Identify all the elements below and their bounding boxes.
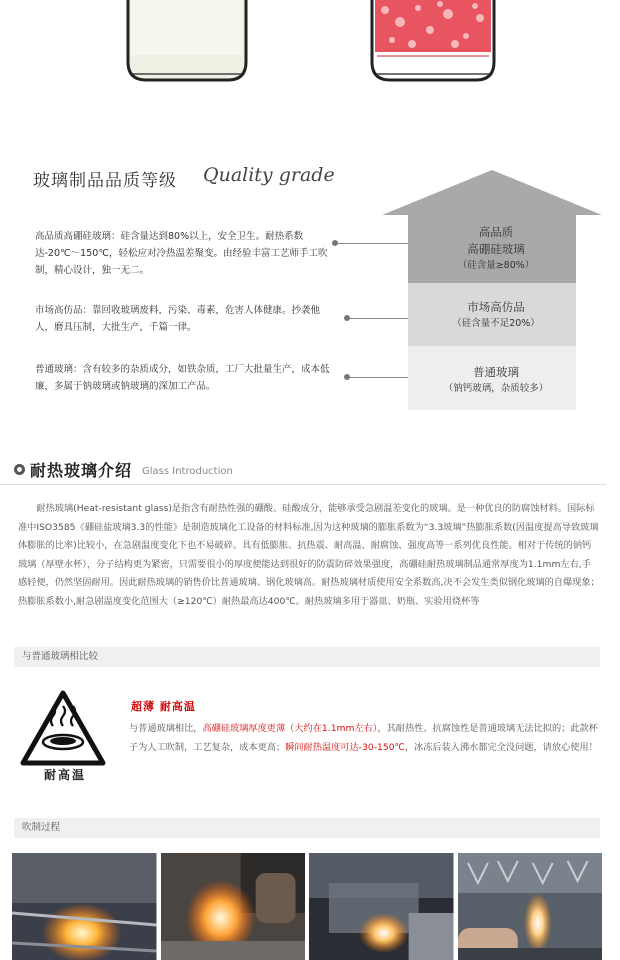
- process-bar: 吹制过程: [14, 818, 600, 838]
- process-photos: [12, 853, 602, 960]
- compare-text: [129, 720, 601, 757]
- grade-high: [416, 224, 576, 274]
- compare-text-1: 与普通玻璃相比，: [129, 723, 203, 734]
- compare-highlight-title: 超薄 耐高温: [131, 700, 196, 713]
- compare-text-3: ，冰冻后装入沸水都完全没问题，请放心使用！: [404, 741, 598, 753]
- quality-text-normal: 普通玻璃：含有较多的杂质成分，如铁杂质，工厂大批量生产，成本低廉，多属于钠玻璃或钠玻璃的深加工产品。: [35, 364, 330, 392]
- grade-fake-sub: （硅含量不足20%）: [452, 318, 540, 329]
- bullet-circle-icon: [14, 464, 25, 475]
- heat-icon-label: 耐高温: [43, 768, 86, 782]
- intro-title-en: Glass Introduction: [142, 465, 233, 477]
- intro-body: 耐热玻璃(Heat-resistant glass)是指含有耐热性强的硼酸、硅酸成分，能够承受急剧温差变化的玻璃。是一种优良的防腐蚀材料。国际标准中ISO3585《硼硅盐玻璃3.3的性能》是制造玻璃化工设备的材料标准,因为这种玻璃的膨胀系数为“3.3玻璃”热膨胀系数(因温度提高导致玻璃体膨胀的比率)比较小，在急剧温度变化下也不易破碎。具有低膨胀、抗热震、耐高温、耐腐蚀、强度高等一系列优良性能。相对于传统的钠钙玻璃（厚壁水杯），分子结构更为紧密，只需要很小的厚度便能达到很好的防震防碎效果强度，高硼硅耐热玻璃制品通常厚度为1.1mm左右,手感轻便，仍然坚固耐用。因此耐热玻璃的销售价比普通玻璃、钢化玻璃高。耐热玻璃材质使用安全系数高,决不会发生类似钢化玻璃的自爆现象；热膨胀系数小,耐急剧温度变化范围大（≥120℃）耐热最高达400℃。耐热玻璃多用于器皿、奶瓶、实验用烧杯等: [18, 503, 600, 607]
- process-photo-3: [309, 853, 454, 960]
- intro-title: 耐热玻璃介绍: [30, 461, 133, 480]
- grade-fake: [416, 299, 576, 332]
- grade-normal: [416, 364, 576, 397]
- compare-text-2: ，其耐热性、抗腐蚀性是普通玻璃无法比拟的；此款杯子为人工吹制，工艺复杂，成本更高；: [129, 723, 598, 753]
- section-divider: [0, 484, 606, 485]
- clear-glass-image: [128, 0, 246, 80]
- intro-heading: [14, 458, 233, 481]
- grade-high-name-2: 高硼硅玻璃: [467, 242, 525, 256]
- process-photo-4: [458, 853, 603, 960]
- grade-fake-name: 市场高仿品: [467, 300, 525, 314]
- grade-normal-name: 普通玻璃: [473, 365, 519, 379]
- grade-normal-sub: （钠钙玻璃，杂质较多）: [443, 383, 549, 394]
- compare-bar: 与普通玻璃相比较: [14, 647, 600, 667]
- quality-text-high: 高品质高硼硅玻璃：硅含量达到80%以上，安全卫生。耐热系数达-20℃～150℃，轻松应对冷热温差聚变。由经验丰富工艺师手工吹制，精心设计，独一无二。: [35, 231, 328, 276]
- compare-text-red-1: 高硼硅玻璃厚度更薄（大约在1.1mm左右）: [202, 723, 378, 734]
- compare-text-red-2: 瞬间耐热温度可达-30-150℃: [285, 741, 405, 753]
- quality-title-cn: 玻璃制品品质等级: [33, 171, 177, 191]
- glasses-illustration: [0, 0, 620, 90]
- grade-high-sub: （硅含量≥80%）: [457, 260, 535, 271]
- grade-high-name-1: 高品质: [478, 225, 514, 239]
- quality-title-en: Quality grade: [203, 164, 335, 186]
- heat-warning-icon: [20, 690, 106, 766]
- process-photo-2: [161, 853, 306, 960]
- quality-text-fake: 市场高仿品：靠回收玻璃废料，污染、毒素，危害人体健康。抄袭他人，磨具压制，大批生产，千篇一律。: [35, 305, 321, 333]
- process-photo-1: [12, 853, 157, 960]
- red-glass-image: [372, 0, 494, 80]
